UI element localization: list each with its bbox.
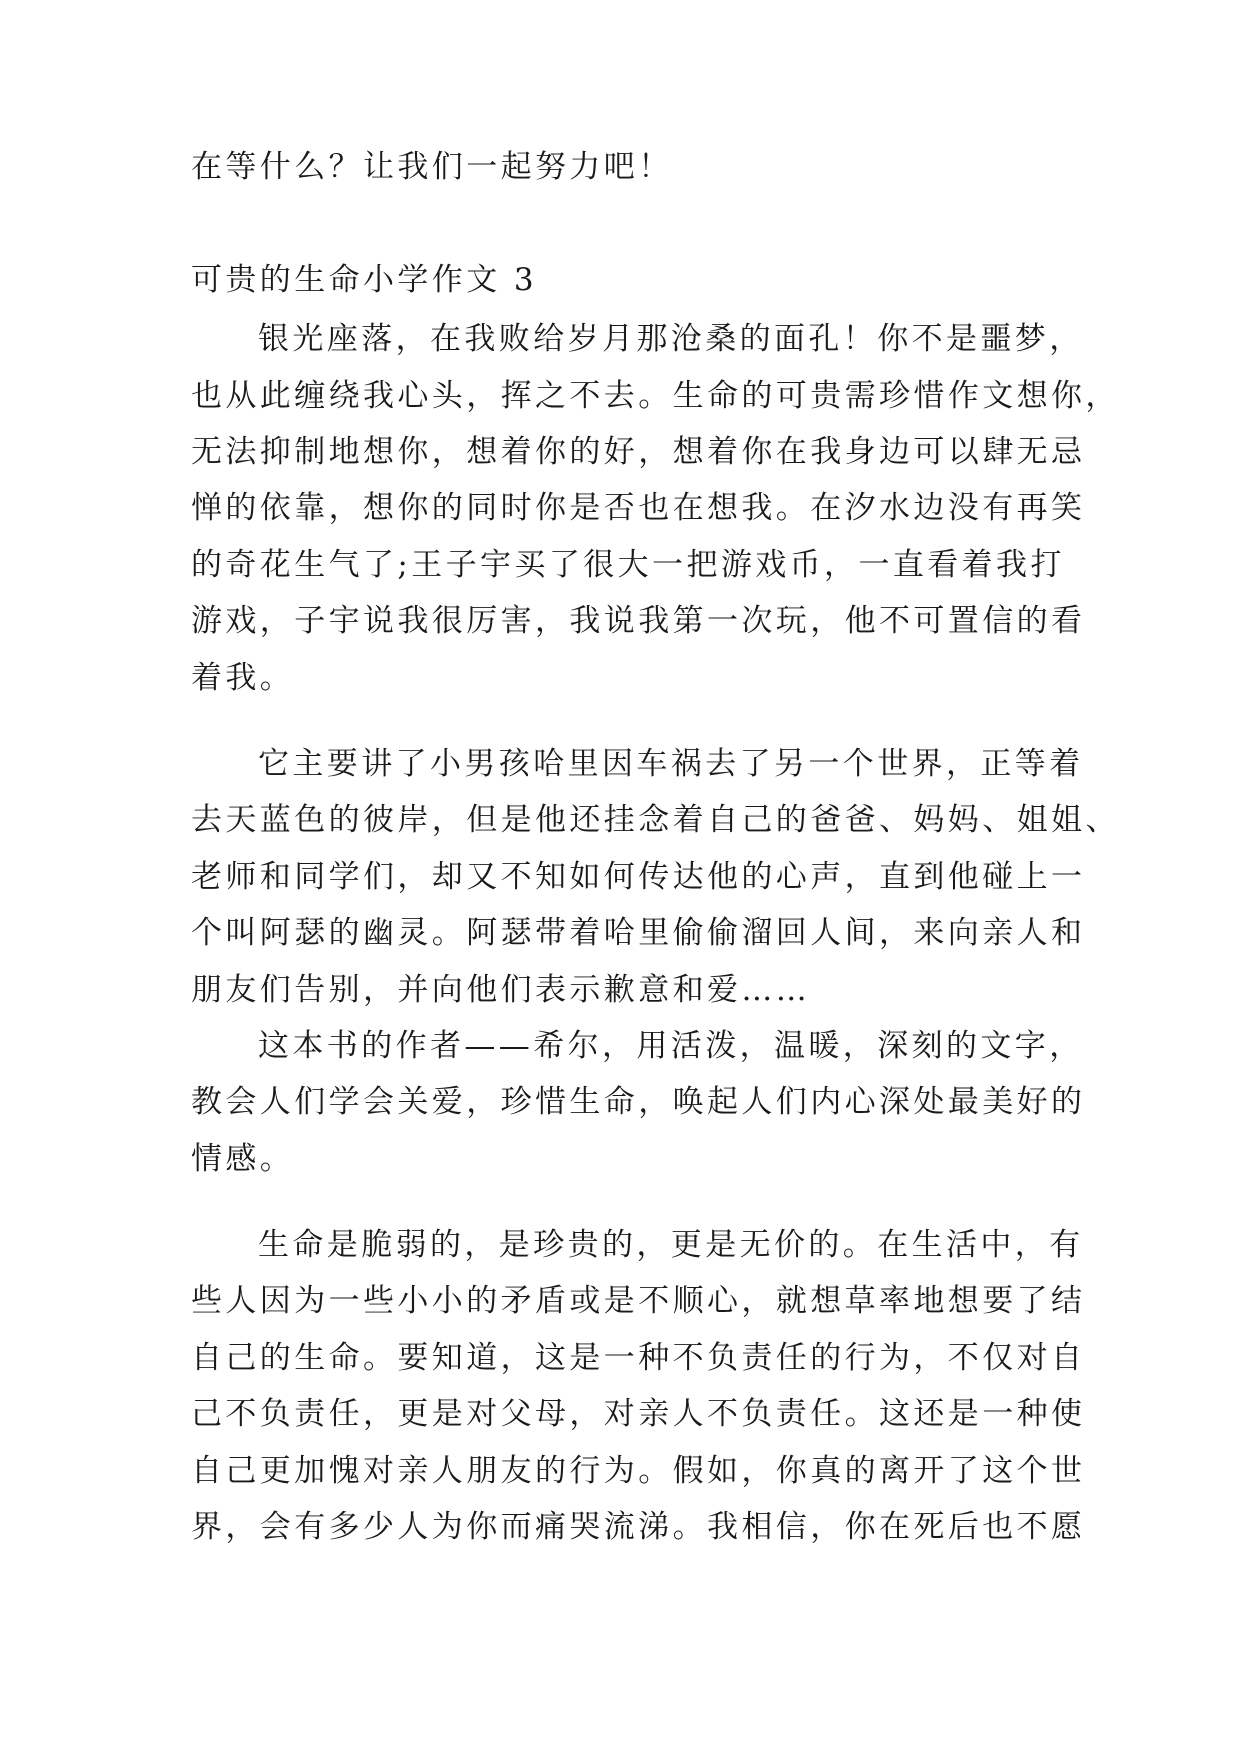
paragraph-4-line-1: 生命是脆弱的，是珍贵的，更是无价的。在生活中，有 [258,1227,1084,1263]
paragraph-4-line-5: 自己更加愧对亲人朋友的行为。假如，你真的离开了这个世 [191,1453,1086,1489]
paragraph-1-line-7: 着我。 [191,660,295,696]
paragraph-1-line-1: 银光座落，在我败给岁月那沧桑的面孔！你不是噩梦， [258,321,1084,357]
paragraph-3-line-3: 情感。 [191,1141,295,1177]
paragraph-4-line-2: 些人因为一些小小的矛盾或是不顺心，就想草率地想要了结 [191,1283,1086,1319]
text-line-closing: 在等什么？让我们一起努力吧！ [191,149,673,185]
paragraph-2-line-3: 老师和同学们，却又不知如何传达他的心声，直到他碰上一 [191,859,1086,895]
paragraph-2-line-4: 个叫阿瑟的幽灵。阿瑟带着哈里偷偷溜回人间，来向亲人和 [191,915,1086,951]
paragraph-2-line-1: 它主要讲了小男孩哈里因车祸去了另一个世界，正等着 [258,746,1084,782]
paragraph-1-line-3: 无法抑制地想你，想着你的好，想着你在我身边可以肆无忌 [191,434,1086,470]
paragraph-1-line-2: 也从此缠绕我心头，挥之不去。生命的可贵需珍惜作文想你， [191,378,1120,414]
section-heading: 可贵的生命小学作文 3 [191,262,537,298]
paragraph-4-line-4: 己不负责任，更是对父母，对亲人不负责任。这还是一种使 [191,1396,1086,1432]
paragraph-2-line-2: 去天蓝色的彼岸，但是他还挂念着自己的爸爸、妈妈、姐姐、 [191,802,1120,838]
paragraph-3-line-2: 教会人们学会关爱，珍惜生命，唤起人们内心深处最美好的 [191,1084,1086,1120]
paragraph-3-line-1: 这本书的作者——希尔，用活泼，温暖，深刻的文字， [258,1028,1084,1064]
paragraph-1-line-5: 的奇花生气了;王子宇买了很大一把游戏币，一直看着我打 [191,547,1065,583]
paragraph-4-line-3: 自己的生命。要知道，这是一种不负责任的行为，不仅对自 [191,1340,1086,1376]
paragraph-1-line-6: 游戏，子宇说我很厉害，我说我第一次玩，他不可置信的看 [191,603,1086,639]
paragraph-4-line-6: 界，会有多少人为你而痛哭流涕。我相信，你在死后也不愿 [191,1509,1086,1545]
paragraph-1-line-4: 惮的依靠，想你的同时你是否也在想我。在汐水边没有再笑 [191,490,1086,526]
paragraph-2-line-5: 朋友们告别，并向他们表示歉意和爱…… [191,972,811,1008]
